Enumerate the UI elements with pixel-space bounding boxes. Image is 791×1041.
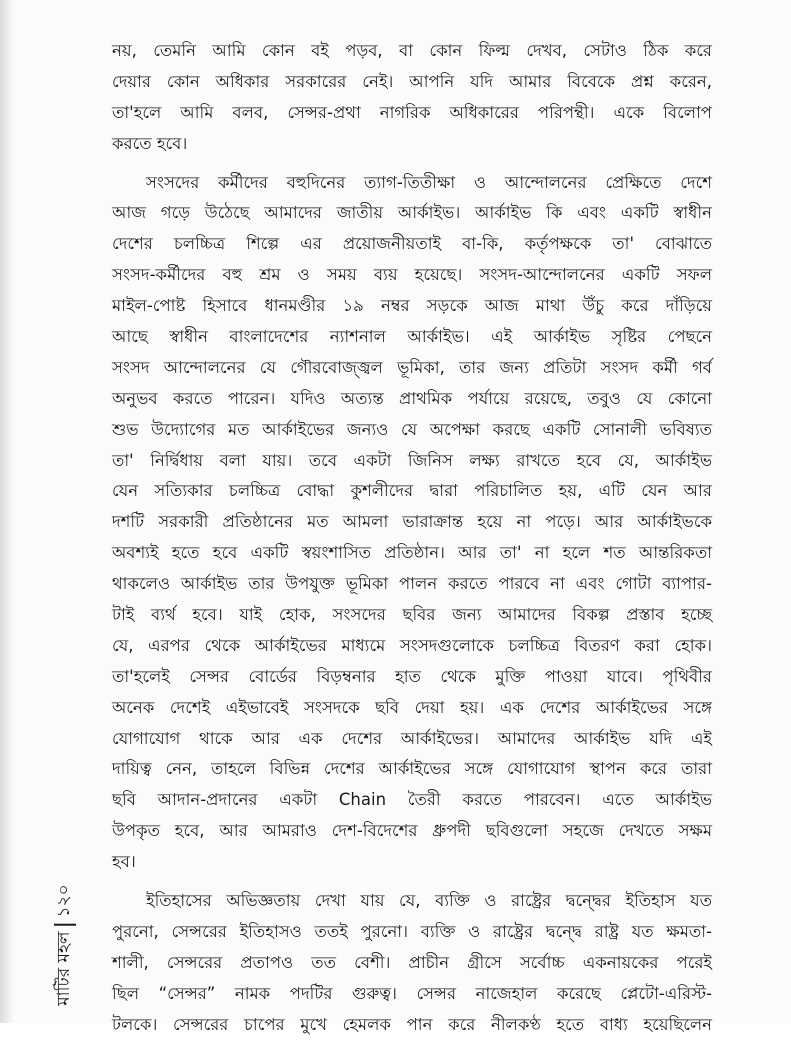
text-line: ইতিহাসের অভিজ্ঞতায় দেখা যায় যে, ব্যক্তি ও রাষ্ট্রের দ্বন্দ্বের ইতিহাস যত bbox=[146, 891, 712, 911]
text-line: তা' নির্দ্বিধায় বলা যায়। তবে একটা জিনিস লক্ষ্য রাখতে হবে যে, আর্কাইভ bbox=[112, 450, 712, 470]
text-line: যোগাযোগ থাকে আর এক দেশের আর্কাইভের। আমাদের আর্কাইভ যদি এই bbox=[112, 728, 712, 748]
text-line: দশটি সরকারী প্রতিষ্ঠানের মত আমলা ভারাক্রান্ত হয়ে না পড়ে। আর আর্কাইভকে bbox=[112, 512, 712, 532]
text-line: অনুভব করতে পারেন। যদিও অত্যন্ত প্রাথমিক পর্যায়ে রয়েছে, তবুও যে কোনো bbox=[112, 388, 712, 408]
text-line: নয়, তেমনি আমি কোন বই পড়ব, বা কোন ফিল্ম দেখব, সেটাও ঠিক করে bbox=[112, 41, 712, 60]
text-line: উপকৃত হবে, আর আমরাও দেশ-বিদেশের ধ্রুপদী ছবিগুলো সহজে দেখতে সক্ষম bbox=[112, 821, 712, 841]
text-line: অনেক দেশেই এইভাবেই সংসদকে ছবি দেয়া হয়। এক দেশের আর্কাইভের সঙ্গে bbox=[112, 697, 712, 717]
text-line: হব। bbox=[112, 852, 136, 872]
text-line: দেশের চলচ্চিত্র শিল্পে এর প্রয়োজনীয়তাই বা-কি, কর্তৃপক্ষকে তা' বোঝাতে bbox=[112, 234, 712, 254]
text-line: টাই ব্যর্থ হবে। যাই হোক, সংসদের ছবির জন্য আমাদের বিকল্প প্রস্তাব হচ্ছে bbox=[112, 605, 712, 625]
text-line: সংসদ-কর্মীদের বহু শ্রম ও সময় ব্যয় হয়েছে। সংসদ-আন্দোলনের একটি সফল bbox=[112, 265, 712, 285]
text-line: টলকে। সেন্সরের চাপের মুখে হেমলক পান করে নীলকণ্ঠ হতে বাধ্য হয়েছিলেন bbox=[112, 1014, 712, 1034]
text-line: থাকলেও আর্কাইভ তার উপযুক্ত ভূমিকা পালন করতে পারবে না এবং গোটা ব্যাপার- bbox=[112, 574, 712, 594]
text-line: পুরনো, সেন্সরের ইতিহাসও ততই পুরনো। ব্যক্তি ও রাষ্ট্রের দ্বন্দ্বে রাষ্ট্র যত ক্ষমতা- bbox=[112, 921, 712, 941]
text-line: যে, এরপর থেকে আর্কাইভের মাধ্যমে সংসদগুলোকে চলচ্চিত্র বিতরণ করা হোক। bbox=[112, 635, 712, 655]
book-title: মাটির মহল bbox=[54, 931, 74, 1006]
paragraph bbox=[112, 886, 712, 1040]
text-line: দায়িত্ব নেন, তাহলে বিভিন্ন দেশের আর্কাইভের সঙ্গে যোগাযোগ স্থাপন করে তারা bbox=[112, 759, 712, 779]
page-number: ১২০ bbox=[54, 884, 74, 918]
text-line: সংসদ আন্দোলনের যে গৌরবোজ্জ্বল ভূমিকা, তার জন্য প্রতিটা সংসদ কর্মী গর্ব bbox=[112, 357, 712, 377]
text-line: ছিল “সেন্সর” নামক পদটির গুরুত্ব। সেন্সর নাজেহাল করেছে প্লেটো-এরিস্ট- bbox=[112, 983, 712, 1003]
text-line: দেয়ার কোন অধিকার সরকারের নেই। আপনি যদি আমার বিবেকে প্রশ্ন করেন, bbox=[112, 71, 712, 91]
text-line: শালী, সেন্সরের প্রতাপও তত বেশী। প্রাচীন গ্রীসে সর্বোচ্চ একনায়কের পরেই bbox=[112, 952, 712, 972]
text-line: মাইল-পোষ্ট হিসাবে ধানমণ্ডীর ১৯ নম্বর সড়কে আজ মাথা উঁচু করে দাঁড়িয়ে bbox=[112, 296, 712, 316]
text-line: তা'হলেই সেন্সর বোর্ডের বিড়ম্বনার হাত থেকে মুক্তি পাওয়া যাবে। পৃথিবীর bbox=[112, 666, 712, 686]
text-line: অবশ্যই হতে হবে একটি স্বয়ংশাসিত প্রতিষ্ঠান। আর তা' না হলে শত আন্তরিকতা bbox=[112, 543, 712, 563]
text-line: যেন সত্যিকার চলচ্চিত্র বোদ্ধা কুশলীদের দ্বারা পরিচালিত হয়, এটি যেন আর bbox=[112, 481, 712, 501]
text-line: করতে হবে। bbox=[112, 133, 188, 153]
text-line: শুভ উদ্যোগের মত আর্কাইভের জন্যও যে অপেক্ষা করছে একটি সোনালী ভবিষ্যত bbox=[112, 419, 712, 439]
text-line: আজ গড়ে উঠেছে আমাদের জাতীয় আর্কাইভ। আর্কাইভ কি এবং একটি স্বাধীন bbox=[112, 203, 712, 223]
body-text bbox=[112, 36, 712, 1041]
text-line: তা'হলে আমি বলব, সেন্সর-প্রথা নাগরিক অধিকারের পরিপন্থী। একে বিলোপ bbox=[112, 102, 712, 122]
footer-divider bbox=[54, 923, 76, 925]
text-line: আছে স্বাধীন বাংলাদেশের ন্যাশনাল আর্কাইভ। এই আর্কাইভ সৃষ্টির পেছনে bbox=[112, 327, 712, 347]
running-footer bbox=[50, 885, 80, 1005]
paragraph bbox=[112, 168, 712, 878]
paragraph bbox=[112, 36, 712, 160]
spine-shadow bbox=[0, 0, 14, 1023]
text-line: সংসদের কর্মীদের বহুদিনের ত্যাগ-তিতীক্ষা ও আন্দোলনের প্রেক্ষিতে দেশে bbox=[146, 172, 712, 192]
text-line: ছবি আদান-প্রদানের একটা Chain তৈরী করতে পারবেন। এতে আর্কাইভ bbox=[112, 790, 712, 810]
